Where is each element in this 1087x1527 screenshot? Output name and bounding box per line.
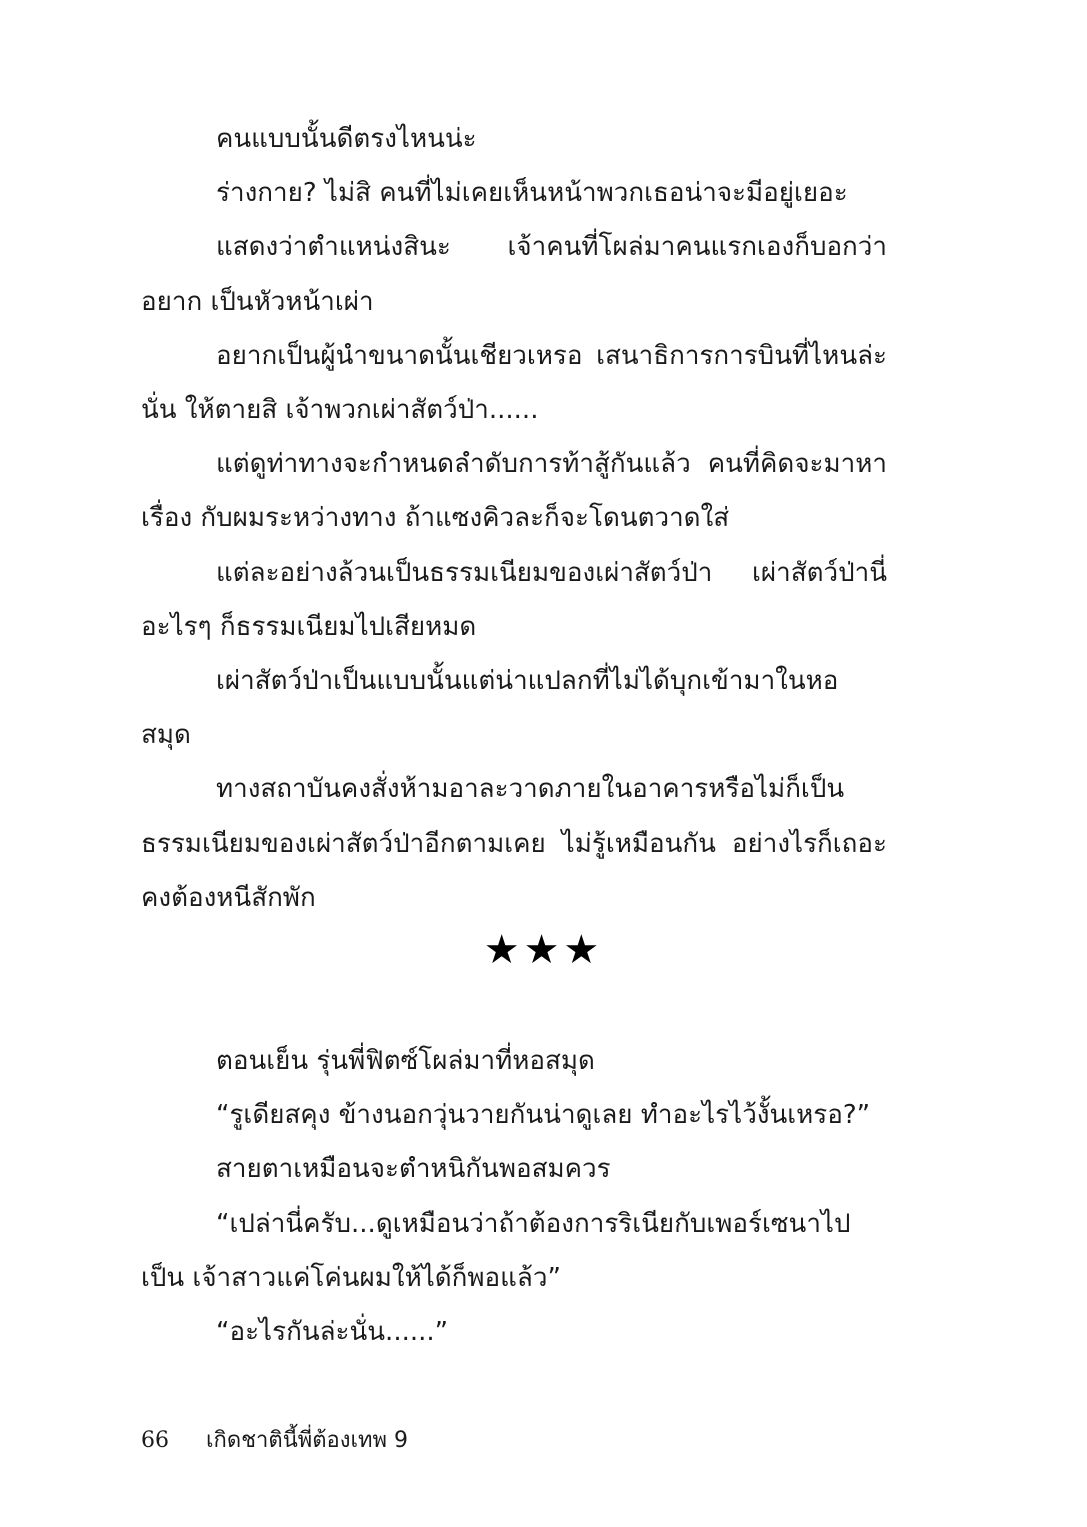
body-text-top [141, 112, 887, 925]
paragraph: ร่างกาย? ไม่สิ คนที่ไม่เคยเห็นหน้าพวกเธอน่าจะมีอยู่เยอะ [216, 178, 848, 209]
paragraph: แต่ละอย่างล้วนเป็นธรรมเนียมของเผ่าสัตว์ป่า เผ่าสัตว์ป่านี่อะไรๆ ก็ธรรมเนียมไปเสียหมด [141, 557, 887, 642]
paragraph: เผ่าสัตว์ป่าเป็นแบบนั้นแต่น่าแปลกที่ไม่ได้บุกเข้ามาในหอสมุด [141, 666, 839, 751]
body-text-bottom [141, 1034, 887, 1359]
paragraph: แสดงว่าตำแหน่งสินะ เจ้าคนที่โผล่มาคนแรกเองก็บอกว่าอยาก เป็นหัวหน้าเผ่า [141, 232, 887, 317]
paragraph: แต่ดูท่าทางจะกำหนดลำดับการท้าสู้กันแล้ว คนที่คิดจะมาหาเรื่อง กับผมระหว่างทาง ถ้าแซงคิวละก็จะโดนตวาดใส่ [141, 449, 887, 534]
paragraph: คนแบบนั้นดีตรงไหนน่ะ [216, 124, 477, 154]
page-number: 66 [141, 1428, 169, 1453]
paragraph: อยากเป็นผู้นำขนาดนั้นเชียวเหรอ เสนาธิการการบินที่ไหนล่ะนั่น ให้ตายสิ เจ้าพวกเผ่าสัตว์ป่า...... [141, 340, 887, 426]
paragraph: ทางสถาบันคงสั่งห้ามอาละวาดภายในอาคารหรือไม่ก็เป็น ธรรมเนียมของเผ่าสัตว์ป่าอีกตามเคย ไม่รู้เหมือนกัน อย่างไรก็เถอะ คงต้องหนีสักพัก [141, 774, 887, 913]
running-title: เกิดชาตินี้พี่ต้องเทพ 9 [206, 1428, 408, 1453]
paragraph: “เปล่านี่ครับ...ดูเหมือนว่าถ้าต้องการริเนียกับเพอร์เซนาไปเป็น เจ้าสาวแค่โค่นผมให้ได้ก็พอแล้ว” [141, 1208, 851, 1293]
section-break-stars: ★★★ [483, 927, 604, 973]
paragraph: “อะไรกันล่ะนั่น......” [216, 1317, 449, 1348]
paragraph: สายตาเหมือนจะตำหนิกันพอสมควร [216, 1154, 611, 1185]
paragraph: “รูเดียสคุง ข้างนอกวุ่นวายกันน่าดูเลย ทำอะไรไว้งั้นเหรอ?” [216, 1100, 871, 1131]
paragraph: ตอนเย็น รุ่นพี่ฟิตซ์โผล่มาที่หอสมุด [216, 1046, 595, 1076]
page-footer [141, 1426, 408, 1456]
